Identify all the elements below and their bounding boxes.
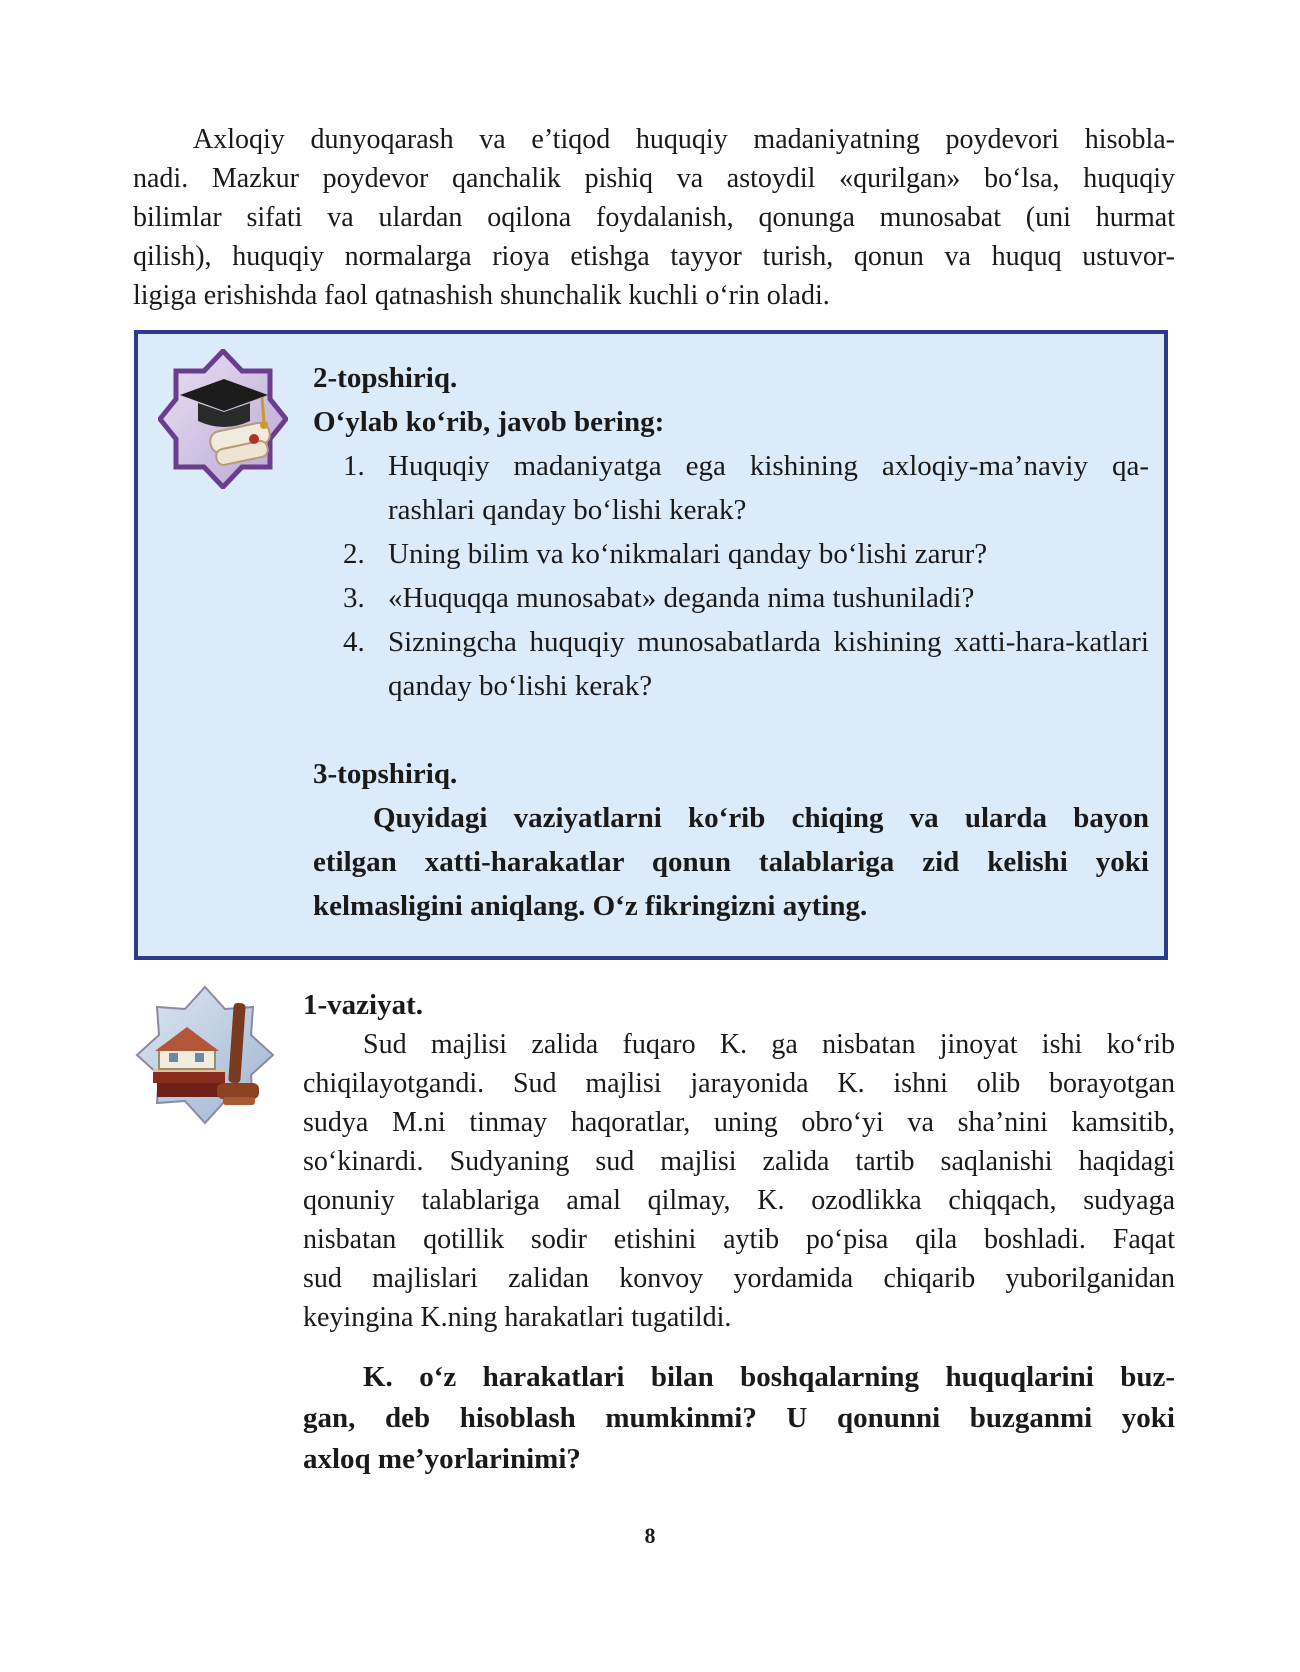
item-text: Huquqiy madaniyatga ega kishining axloqiy-ma’naviy qa-rashlari qanday bo‘lishi kerak? bbox=[388, 450, 1149, 526]
item-text: Sizningcha huquqiy munosabatlarda kishining xatti-hara-katlari qanday bo‘lishi kerak? bbox=[388, 626, 1149, 702]
task3-title: 3-topshiriq. bbox=[313, 758, 458, 790]
task3-line: etilgan xatti-harakatlar qonun talablariga zid kelishi yoki bbox=[313, 846, 1149, 878]
intro-line: nadi. Mazkur poydevor qanchalik pishiq va astoydil «qurilgan» bo‘lsa, huquqiy bbox=[133, 163, 1175, 194]
situation-title: 1-vaziyat. bbox=[303, 989, 423, 1021]
page-number: 8 bbox=[644, 1523, 656, 1548]
situation-section bbox=[303, 985, 1175, 1480]
task3-text bbox=[313, 796, 1149, 928]
item-number: 2. bbox=[343, 538, 365, 570]
item-number: 3. bbox=[343, 582, 365, 614]
situation-text bbox=[303, 1025, 1175, 1337]
task2-title: 2-topshiriq. bbox=[313, 362, 458, 394]
question-line: K. o‘z harakatlari bilan boshqalarning huquqlarini buz- bbox=[363, 1361, 1175, 1393]
situation-line: sud majlislari zalidan konvoy yordamida chiqarib yuborilganidan bbox=[303, 1263, 1175, 1294]
intro-line: Axloqiy dunyoqarash va e’tiqod huquqiy madaniyatning poydevori hisobla- bbox=[193, 124, 1175, 155]
situation-line: chiqilayotgandi. Sud majlisi jarayonida K. ishni olib borayotgan bbox=[303, 1068, 1175, 1099]
situation-line: keyingina K.ning harakatlari tugatildi. bbox=[303, 1302, 732, 1333]
item-text: Uning bilim va ko‘nikmalari qanday bo‘lishi zarur? bbox=[388, 538, 988, 570]
task-box bbox=[134, 330, 1168, 960]
gavel-law-books-house-icon bbox=[135, 985, 275, 1125]
intro-line: ligiga erishishda faol qatnashish shunchalik kuchli o‘rin oladi. bbox=[133, 280, 830, 311]
intro-paragraph bbox=[133, 120, 1175, 315]
list-item bbox=[313, 576, 1149, 620]
item-number: 1. bbox=[343, 450, 365, 482]
list-item bbox=[313, 620, 1149, 708]
question-line: axloq me’yorlarinimi? bbox=[303, 1443, 581, 1475]
situation-line: Sud majlisi zalida fuqaro K. ga nisbatan jinoyat ishi ko‘rib bbox=[363, 1029, 1175, 1060]
intro-line: bilimlar sifati va ulardan oqilona foydalanish, qonunga munosabat (uni hurmat bbox=[133, 202, 1175, 233]
item-number: 4. bbox=[343, 626, 365, 658]
situation-question bbox=[303, 1357, 1175, 1480]
task2-question-list bbox=[313, 444, 1149, 708]
intro-line: qilish), huquqiy normalarga rioya etishga tayyor turish, qonun va huquq ustuvor- bbox=[133, 241, 1175, 272]
situation-line: qonuniy talablariga amal qilmay, K. ozodlikka chiqqach, sudyaga bbox=[303, 1185, 1175, 1216]
graduation-cap-diploma-icon bbox=[158, 349, 288, 489]
list-item bbox=[313, 532, 1149, 576]
situation-line: sudya M.ni tinmay haqoratlar, uning obro‘yi va sha’nini kamsitib, bbox=[303, 1107, 1175, 1138]
situation-line: nisbatan qotillik sodir etishini aytib po‘pisa qila boshladi. Faqat bbox=[303, 1224, 1175, 1255]
situation-line: so‘kinardi. Sudyaning sud majlisi zalida tartib saqlanishi haqidagi bbox=[303, 1146, 1175, 1177]
task3-line: kelmasligini aniqlang. O‘z fikringizni ayting. bbox=[313, 890, 868, 922]
item-text: «Huquqqa munosabat» deganda nima tushuniladi? bbox=[388, 582, 975, 614]
task-content bbox=[313, 356, 1149, 928]
question-line: gan, deb hisoblash mumkinmi? U qonunni buzganmi yoki bbox=[303, 1402, 1175, 1434]
task2-prompt: O‘ylab ko‘rib, javob bering: bbox=[313, 406, 665, 438]
list-item bbox=[313, 444, 1149, 532]
task3-line: Quyidagi vaziyatlarni ko‘rib chiqing va ularda bayon bbox=[373, 802, 1149, 834]
